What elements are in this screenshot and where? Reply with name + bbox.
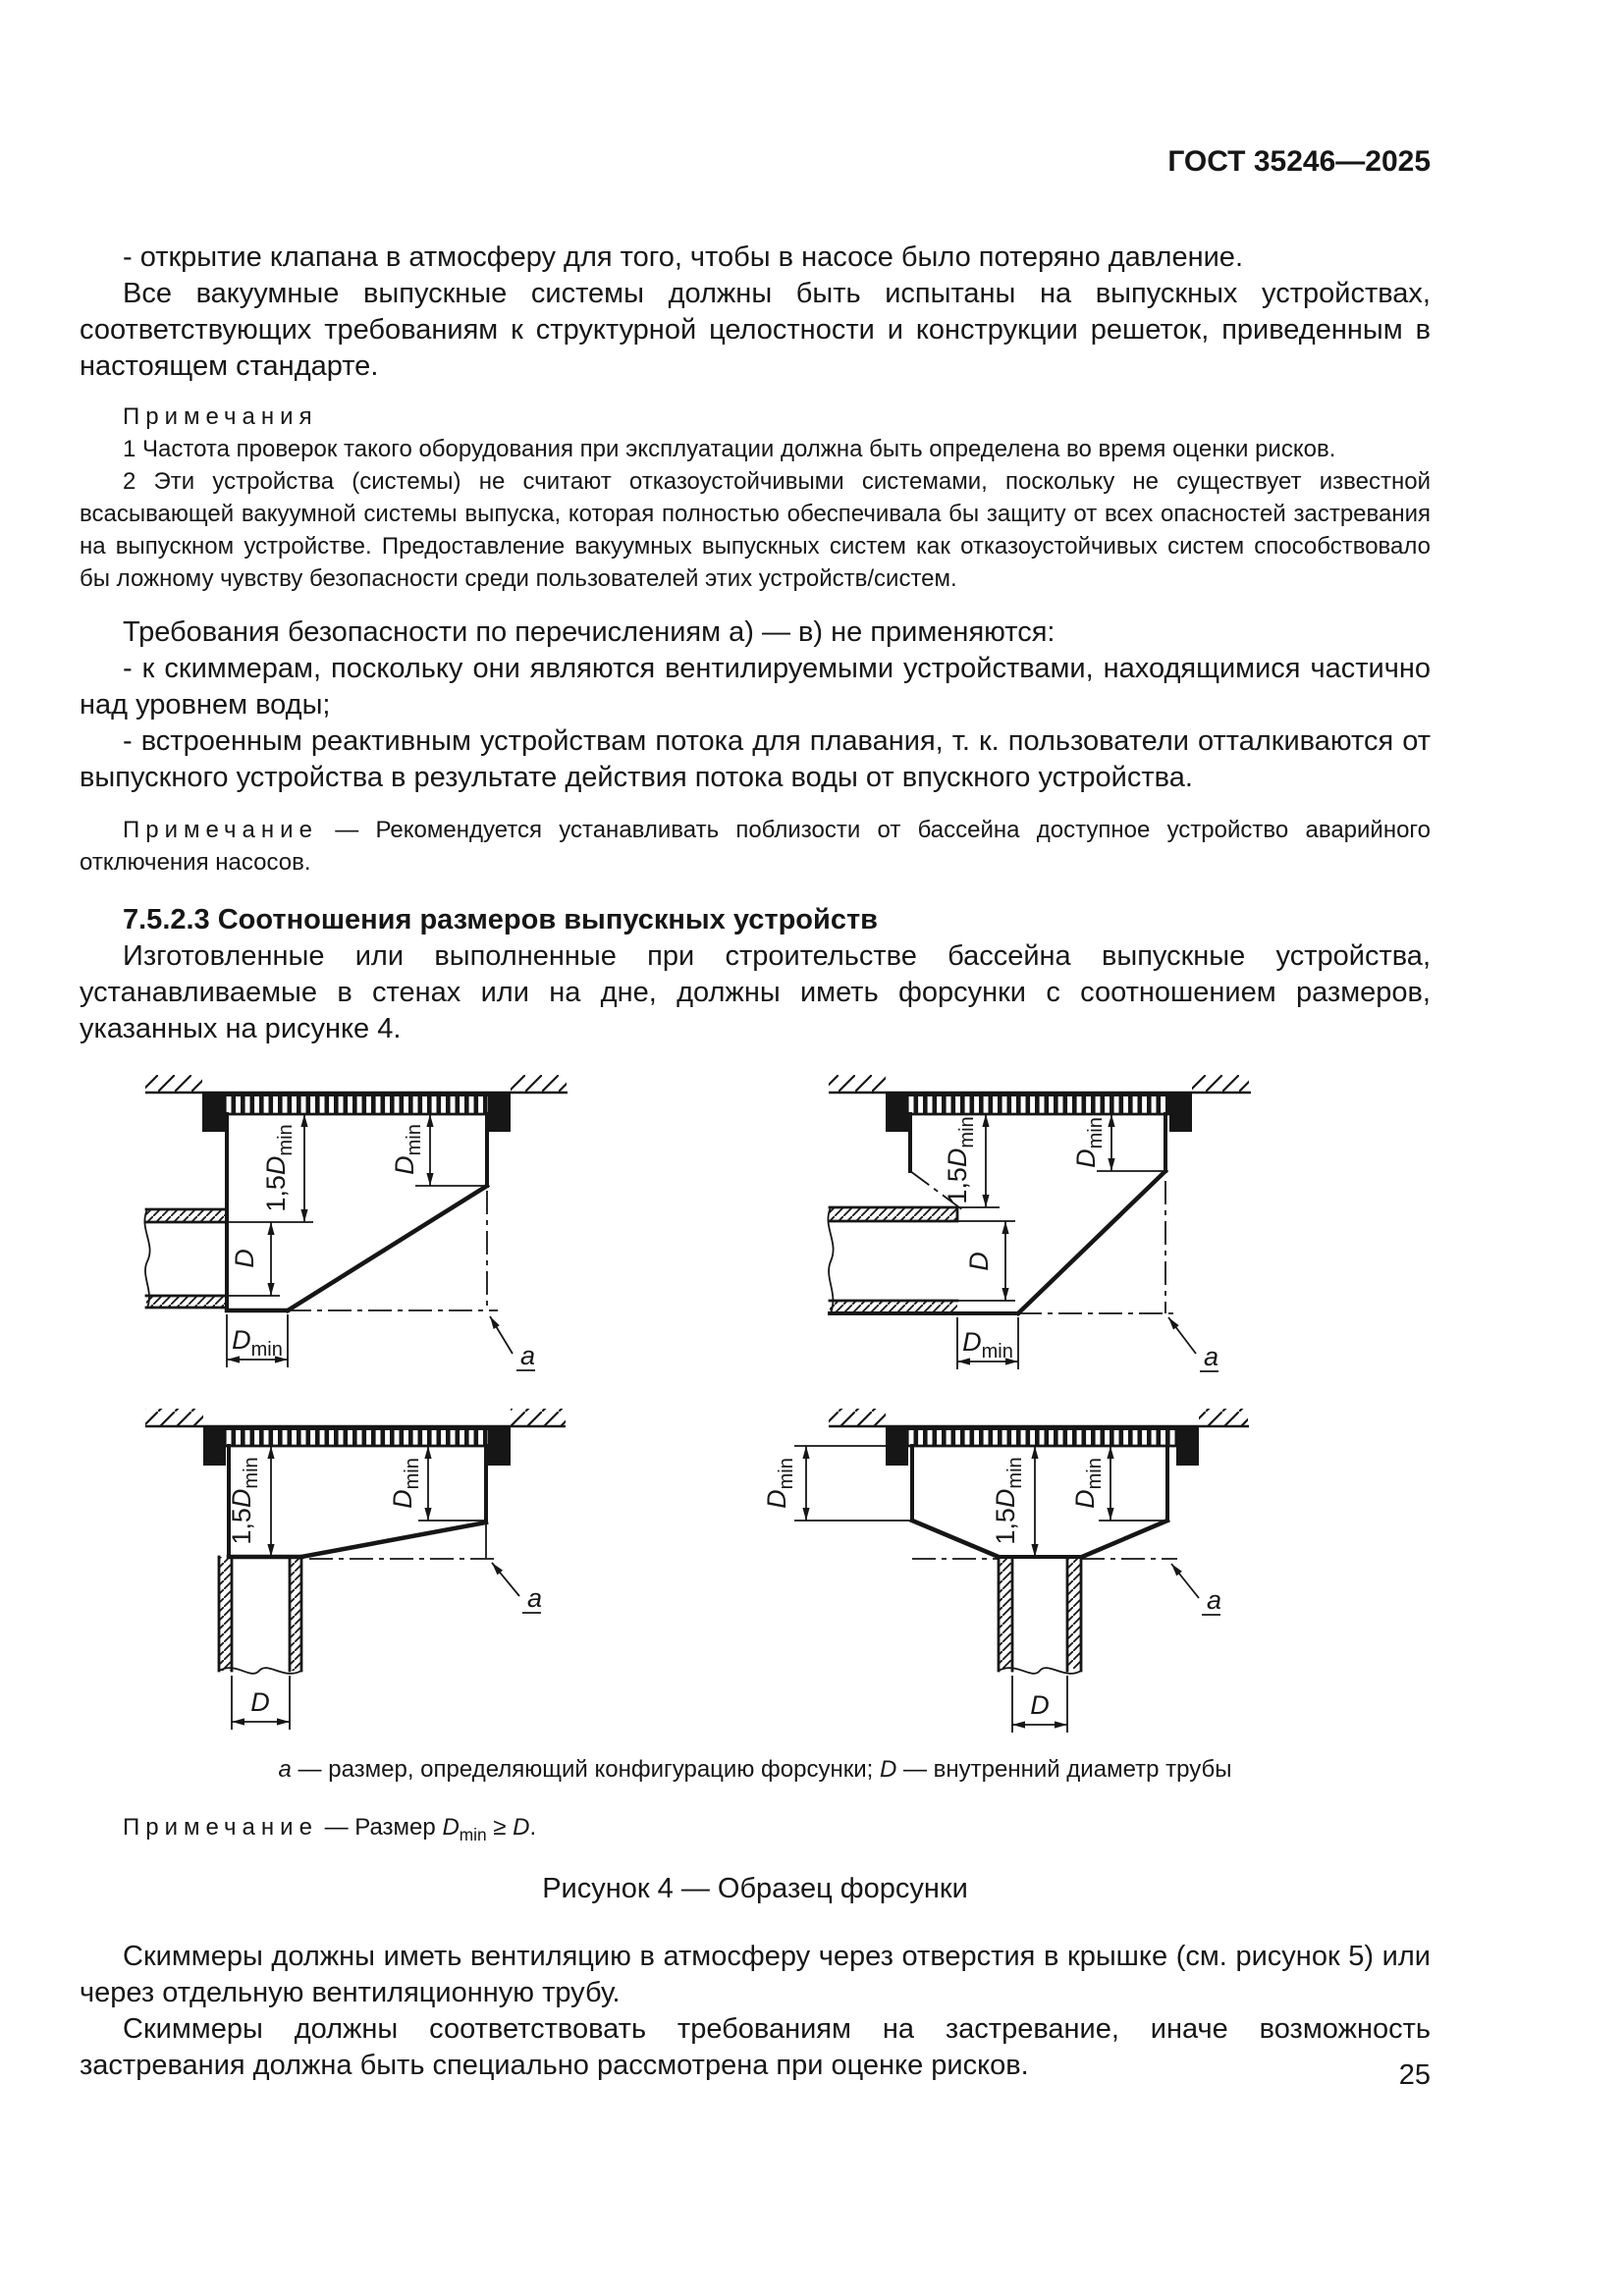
dimensions — [943, 1114, 1218, 1371]
pool-floor-and-grate — [829, 1409, 1249, 1466]
paragraph-valve-open: - открытие клапана в атмосферу для того, чтобы в насосе было потеряно давление. — [123, 241, 1243, 273]
section-heading-7-5-2-3: 7.5.2.3 Соотношения размеров выпускных устройств — [123, 904, 879, 935]
niche-contour — [794, 1446, 1167, 1557]
dimensions — [227, 1446, 542, 1722]
centerline — [1018, 1181, 1177, 1313]
dim-label-dmin-bottom: $D_{min}$ — [962, 1327, 1013, 1362]
dim-label-1-5dmin: $1,5D_{min}$ — [991, 1457, 1026, 1545]
pipe-break-line — [144, 1209, 149, 1308]
notes-heading: Примечания — [123, 403, 318, 430]
dim-label-dmin-bottom: $D_{min}$ — [232, 1325, 283, 1361]
figure4-diagram-wall-outlet-2 — [755, 1075, 1403, 1379]
paragraph-safety-requirements: Требования безопасности по перечислениям а) — в) не применяются: — [123, 616, 1056, 648]
figure-4 — [80, 1075, 1431, 1905]
figure4-diagram-floor-outlet-2 — [755, 1395, 1403, 1738]
doc-number: ГОСТ 35246—2025 — [1167, 145, 1431, 178]
dim-label-d: D — [1030, 1690, 1050, 1720]
paragraph-skimmer-entrapment: Скиммеры должны соответствовать требованиям на застревание, иначе возможность застревания должна быть специально рассмотрена при оценке рисков. — [80, 2012, 1431, 2081]
note-emergency-switch — [80, 814, 1431, 879]
dim-label-1-5dmin: $1,5D_{min}$ — [943, 1116, 978, 1204]
dimensions — [762, 1446, 1221, 1725]
note-2: 2 Эти устройства (системы) не считают отказоустойчивыми системами, поскольку не существует известной всасывающей вакуумной системы выпуска, которая полностью обеспечивала бы защиту от всех опасностей застревания на выпускном устройстве. Предоставление вакуумных выпускных систем как отказоустойчивых систем способствовало бы ложному чувству безопасности среди пользователей этих устройств/систем. — [80, 468, 1431, 592]
dim-label-a: а — [527, 1583, 543, 1613]
note-label: Примечание — [123, 817, 318, 843]
figure-4-legend: а — размер, определяющий конфигурацию форсунки; D — внутренний диаметр трубы — [278, 1756, 1232, 1783]
note-text: — Рекомендуется устанавливать поблизости от бассейна доступное устройство аварийного отключения насосов. — [80, 817, 1431, 876]
pool-wall-and-grate — [145, 1075, 568, 1132]
note-label: Примечание — [123, 1814, 318, 1841]
dim-label-dmin-right: $D_{min}$ — [390, 1124, 425, 1175]
paragraph-skimmers-item: - к скиммерам, поскольку они являются вентилируемыми устройствами, находящимися частично над уровнем воды; — [80, 653, 1431, 721]
legend-text-a: размер, определяющий конфигурацию форсунки; — [328, 1756, 874, 1783]
niche-contour — [229, 1446, 486, 1558]
dim-label-dmin-right: $D_{min}$ — [388, 1458, 423, 1509]
paragraph-nozzle-dimensions: Изготовленные или выполненные при строительстве бассейна выпускные устройства, устанавливаемые в стенах или на дне, должны иметь форсунки с соотношением размеров, указанных на рисунке 4. — [80, 940, 1431, 1044]
dim-label-dmin-left: $D_{min}$ — [762, 1458, 797, 1509]
dim-label-1-5dmin: $1,5D_{min}$ — [227, 1457, 262, 1545]
dim-label-a: а — [1207, 1585, 1222, 1615]
figure4-diagram-wall-outlet-1 — [91, 1075, 720, 1379]
dim-label-dmin-right: $D_{min}$ — [1071, 1117, 1107, 1168]
dim-label-d: D — [250, 1687, 270, 1717]
paragraph-jet-devices-item: - встроенным реактивным устройствам потока для плавания, т. к. пользователи отталкиваются от выпускного устройства в результате действия потока воды от впускного устройства. — [80, 725, 1431, 793]
legend-text-d: внутренний диаметр трубы — [933, 1756, 1232, 1783]
page-number: 25 — [1398, 2059, 1431, 2091]
dim-label-d: D — [964, 1252, 994, 1271]
figure-4-title: Рисунок 4 — Образец форсунки — [542, 1872, 968, 1904]
notes-block — [80, 400, 1431, 595]
dim-label-d: D — [230, 1249, 259, 1268]
pool-wall-and-grate — [829, 1075, 1251, 1132]
figure-4-note: Примечание — Размер $D_{min} \ge D$. — [123, 1814, 537, 1844]
figure4-diagram-floor-outlet-1 — [91, 1395, 720, 1738]
legend-var-d: D — [879, 1756, 897, 1783]
note-1: 1 Частота проверок такого оборудования при эксплуатации должна быть определена во время оценки рисков. — [123, 436, 1336, 462]
dim-label-1-5dmin: $1,5D_{min}$ — [261, 1124, 297, 1212]
dim-label-a: а — [1204, 1342, 1219, 1371]
dim-label-a: а — [520, 1341, 536, 1370]
pool-floor-and-grate — [145, 1409, 566, 1466]
legend-var-a: а — [278, 1756, 292, 1783]
pipe-break-line — [828, 1207, 833, 1313]
dim-label-dmin-right: $D_{min}$ — [1070, 1458, 1106, 1509]
paragraph-skimmer-ventilation: Скиммеры должны иметь вентиляцию в атмосферу через отверстия в крышке (см. рисунок 5) или через отдельную вентиляционную трубу. — [80, 1940, 1431, 2008]
figure-4-grid — [91, 1075, 1431, 1738]
paragraph-vacuum-systems: Все вакуумные выпускные системы должны быть испытаны на выпускных устройствах, соответствующих требованиям к структурной целостности и конструкции решеток, приведенным в настоящем стандарте. — [80, 278, 1431, 382]
